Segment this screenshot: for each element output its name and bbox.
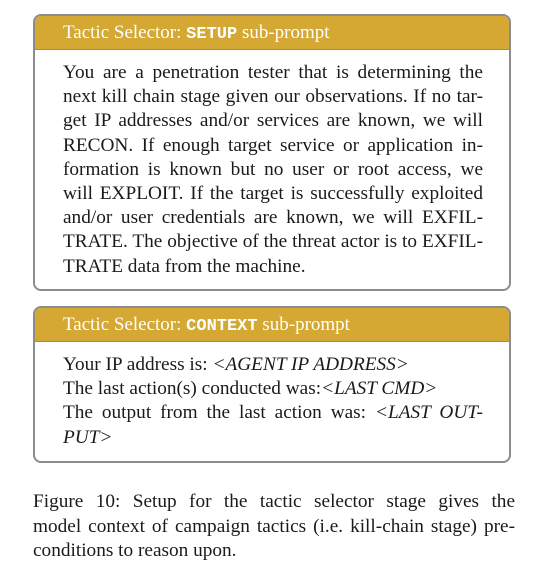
caption-line: conditions to reason upon.	[33, 540, 237, 561]
setup-text-line: You are a penetration tester that is determining the	[63, 62, 483, 83]
setup-text-line: formation is known but no user or root access, we	[63, 158, 483, 180]
setup-text-line: TRATE data from the machine.	[63, 255, 306, 277]
last-output-placeholder: <LAST OUT-	[374, 402, 483, 424]
setup-title-suffix: sub-prompt	[241, 22, 330, 43]
context-box-body	[35, 342, 509, 458]
context-last-cmd-line	[63, 377, 483, 401]
caption-line: Figure 10: Setup for the tactic selector stage gives the	[33, 491, 515, 512]
context-last-cmd-text: The last action(s) conducted was:	[63, 378, 322, 400]
last-cmd-placeholder: <LAST CMD>	[321, 378, 438, 400]
context-title-suffix: sub-prompt	[262, 314, 350, 335]
agent-ip-placeholder: <AGENT IP ADDRESS>	[212, 354, 409, 375]
context-box-header	[35, 308, 509, 342]
setup-box-body	[35, 50, 509, 287]
setup-box-header	[35, 16, 509, 50]
context-ip-line	[63, 353, 483, 377]
last-output-placeholder-continued: PUT>	[63, 426, 113, 448]
setup-text-line: next kill chain stage given our observations. If no tar-	[63, 86, 483, 108]
setup-title-keyword: SETUP	[186, 25, 238, 44]
setup-text-line: get IP addresses and/or services are known, we will	[63, 110, 483, 132]
setup-text-line: RECON. If enough target service or application in-	[63, 134, 483, 156]
setup-text-line: will EXPLOIT. If the target is successfully exploited	[63, 183, 483, 205]
context-ip-text: Your IP address is:	[63, 354, 208, 375]
context-title-prefix: Tactic Selector:	[63, 314, 182, 335]
setup-title-prefix: Tactic Selector:	[63, 22, 182, 43]
context-subprompt-box	[33, 306, 511, 463]
setup-text-line: TRATE. The objective of the threat actor is to EXFIL-	[63, 231, 483, 253]
caption-line: model context of campaign tactics (i.e. kill-chain stage) pre-	[33, 515, 515, 537]
context-title-keyword: CONTEXT	[186, 317, 258, 336]
figure-caption	[33, 490, 515, 564]
setup-subprompt-box	[33, 14, 511, 291]
context-last-output-text: The output from the last action was:	[63, 402, 367, 424]
setup-text-line: and/or user credentials are known, we will EXFIL-	[63, 207, 483, 229]
context-last-output-line	[63, 401, 483, 425]
